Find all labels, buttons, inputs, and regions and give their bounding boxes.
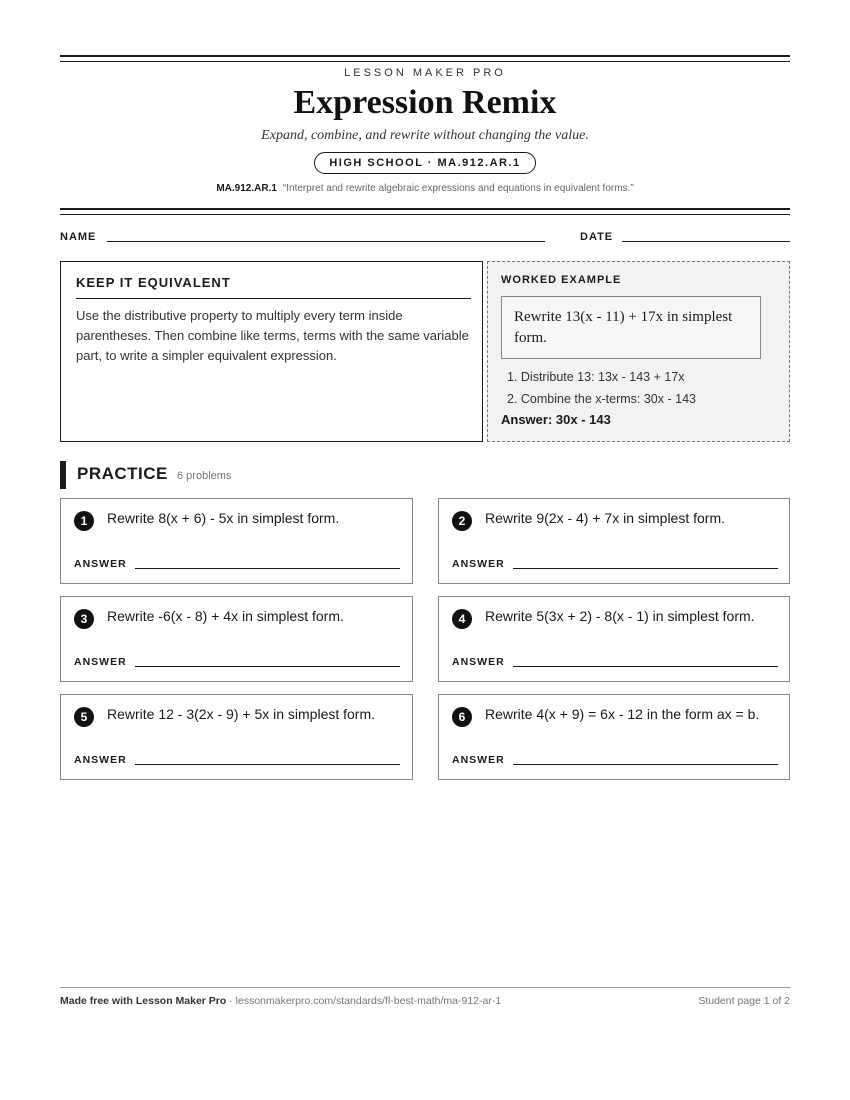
problem-card [438,498,790,584]
footer-url: · lessonmakerpro.com/standards/fl-best-math/ma-912-ar-1 [226,995,502,1007]
problem-number: 5 [74,707,94,727]
problem-text: Rewrite 5(3x + 2) - 8(x - 1) in simplest form. [485,608,755,624]
problem-card [60,596,413,682]
worked-example-step: 2. Combine the x-terms: 30x - 143 [507,392,696,406]
worked-example-answer: Answer: 30x - 143 [501,412,611,427]
problem-text: Rewrite 9(2x - 4) + 7x in simplest form. [485,510,726,526]
brand-name: LESSON MAKER PRO [344,67,506,79]
answer-field[interactable] [135,568,400,569]
standard-line [60,183,790,194]
practice-count: 6 problems [177,470,232,482]
keep-equivalent-body: Use the distributive property to multiply every term inside parentheses. Then combine like terms, terms with the same variable part, to write a simpler equivalent expression. [76,308,469,363]
problem-number: 2 [452,511,472,531]
keep-equivalent-divider [76,298,471,299]
problem-number: 1 [74,511,94,531]
answer-label: ANSWER [74,656,127,668]
problem-card [60,694,413,780]
keep-equivalent-title: KEEP IT EQUIVALENT [76,275,231,290]
worked-example-box [487,261,790,442]
answer-field[interactable] [513,666,778,667]
answer-field[interactable] [513,568,778,569]
worked-example-steps [507,366,696,410]
date-field[interactable] [622,241,790,242]
practice-accent-bar [60,461,66,489]
date-label: DATE [580,231,614,243]
footer-page-number: Student page 1 of 2 [698,995,790,1007]
answer-label: ANSWER [452,558,505,570]
answer-label: ANSWER [452,656,505,668]
answer-field[interactable] [135,764,400,765]
standard-text: “Interpret and rewrite algebraic expressions and equations in equivalent forms.” [282,183,634,194]
header-bottom-rule [60,208,790,215]
worked-example-step: 1. Distribute 13: 13x - 143 + 17x [507,370,685,384]
problem-text: Rewrite 8(x + 6) - 5x in simplest form. [107,510,340,526]
problem-number: 3 [74,609,94,629]
worked-example-title: WORKED EXAMPLE [501,274,622,286]
worked-example-prompt: Rewrite 13(x - 11) + 17x in simplest form. [501,296,761,359]
footer-rule [60,987,790,988]
grade-badge-wrap [60,152,790,174]
worksheet-subtitle: Expand, combine, and rewrite without changing the value. [261,128,589,143]
problem-card [438,694,790,780]
keep-equivalent-box [60,261,483,442]
worksheet-page [60,0,790,1100]
answer-field[interactable] [135,666,400,667]
problem-text: Rewrite 12 - 3(2x - 9) + 5x in simplest form. [107,706,376,722]
practice-title: PRACTICE [77,464,168,483]
name-label: NAME [60,231,97,243]
problem-number: 6 [452,707,472,727]
footer-made-with: Made free with Lesson Maker Pro [60,995,227,1007]
answer-label: ANSWER [452,754,505,766]
top-rule [60,55,790,62]
problem-text: Rewrite -6(x - 8) + 4x in simplest form. [107,608,344,624]
answer-label: ANSWER [74,558,127,570]
problem-card [60,498,413,584]
problem-text: Rewrite 4(x + 9) = 6x - 12 in the form ax = b. [485,706,760,722]
footer-credit [60,995,501,1007]
problem-number: 4 [452,609,472,629]
standard-code: MA.912.AR.1 [216,183,277,194]
answer-field[interactable] [513,764,778,765]
answer-label: ANSWER [74,754,127,766]
worksheet-title: Expression Remix [293,84,557,121]
name-field[interactable] [107,241,545,242]
grade-standard-badge: HIGH SCHOOL · MA.912.AR.1 [314,152,535,174]
problem-card [438,596,790,682]
